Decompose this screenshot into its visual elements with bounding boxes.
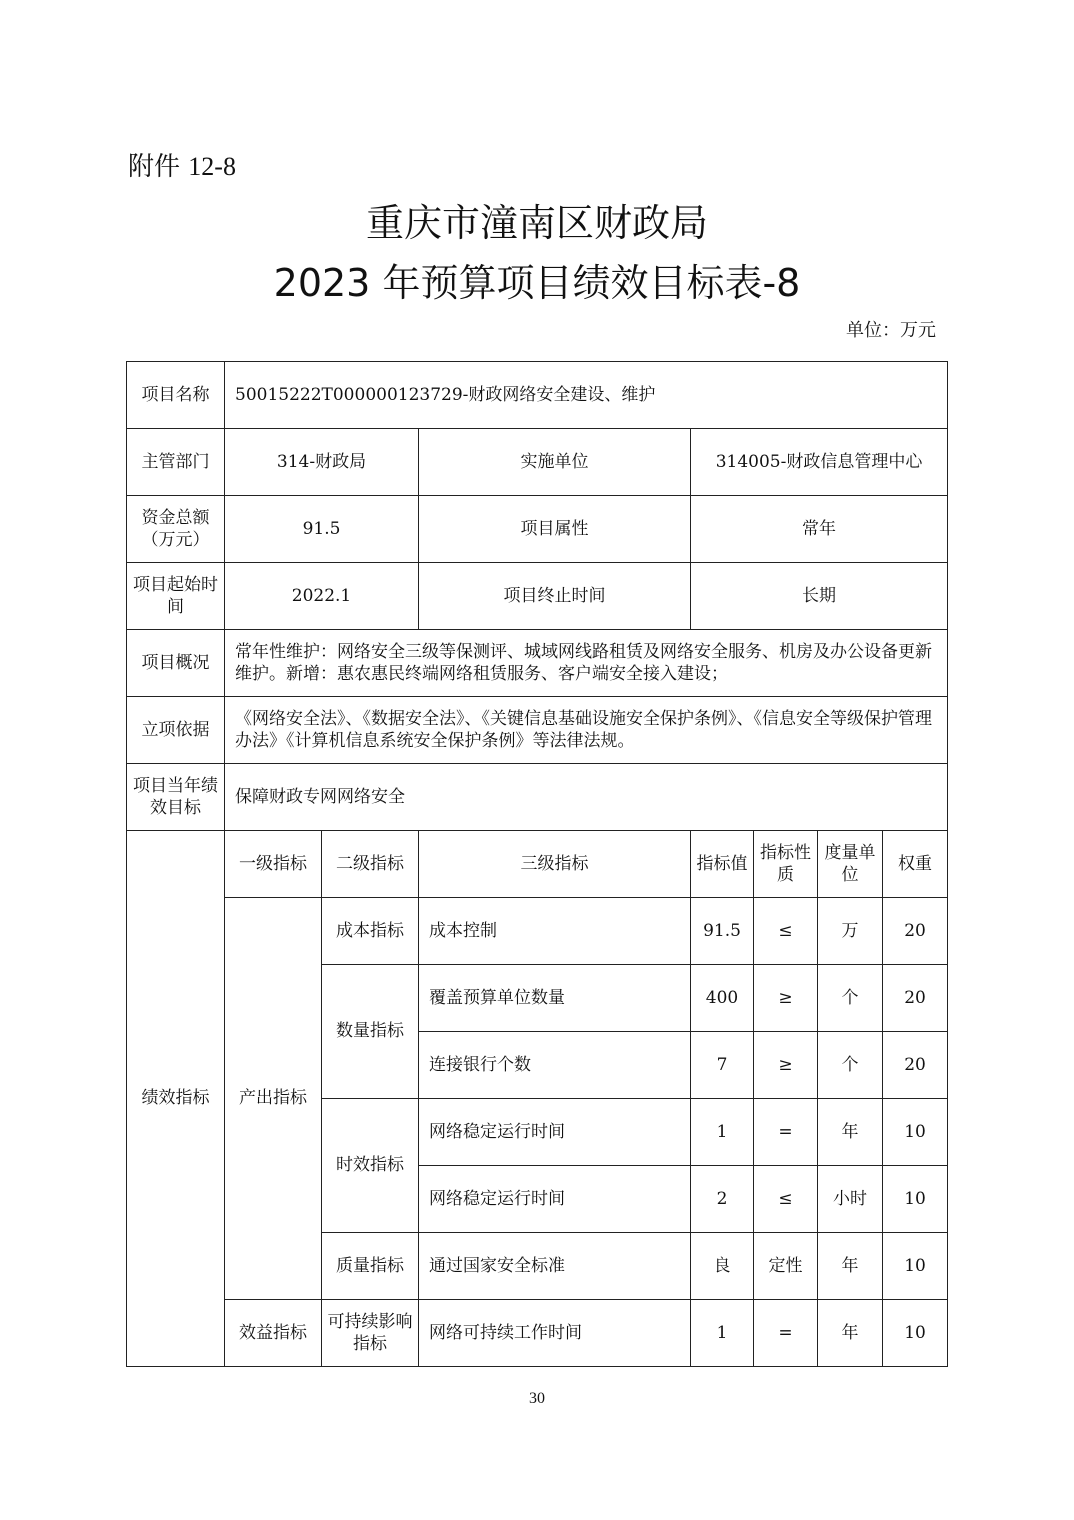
indicator-unit: 万: [818, 898, 883, 965]
overview-label: 项目概况: [127, 630, 225, 697]
indicator-value: 7: [691, 1032, 754, 1099]
indicator-value: 良: [691, 1233, 754, 1300]
indicator-name: 网络稳定运行时间: [419, 1099, 691, 1166]
start-value: 2022.1: [225, 563, 419, 630]
indicator-nature: ≥: [754, 965, 818, 1032]
page-number: 30: [529, 1390, 545, 1407]
table-row: [127, 1300, 948, 1367]
indicator-unit: 年: [818, 1099, 883, 1166]
column-header: 指标性质: [754, 831, 818, 898]
overview-value: 常年性维护：网络安全三级等保测评、城域网线路租赁及网络安全服务、机房及办公设备更新维护。新增：惠农惠民终端网络租赁服务、客户端安全接入建设；: [225, 630, 948, 697]
indicator-unit: 小时: [818, 1166, 883, 1233]
start-label: 项目起始时间: [127, 563, 225, 630]
perf-section-label: 绩效指标: [127, 831, 225, 1367]
project-name-label: 项目名称: [127, 362, 225, 429]
end-value: 长期: [691, 563, 948, 630]
table-row: [127, 563, 948, 630]
indicator-nature: ≤: [754, 1166, 818, 1233]
indicator-weight: 20: [883, 898, 948, 965]
indicator-nature: =: [754, 1099, 818, 1166]
dept-label: 主管部门: [127, 429, 225, 496]
indicator-value: 2: [691, 1166, 754, 1233]
benefit-indicator-label: 效益指标: [225, 1300, 322, 1367]
table-row: [127, 697, 948, 764]
dept-value: 314-财政局: [225, 429, 419, 496]
quality-indicator-label: 质量指标: [322, 1233, 419, 1300]
indicator-name: 覆盖预算单位数量: [419, 965, 691, 1032]
table-row: [127, 496, 948, 563]
indicator-weight: 10: [883, 1233, 948, 1300]
end-label: 项目终止时间: [419, 563, 691, 630]
annex-number: 12-8: [188, 152, 236, 181]
indicator-unit: 个: [818, 1032, 883, 1099]
project-name-value: 50015222T000000123729-财政网络安全建设、维护: [225, 362, 948, 429]
indicator-name: 网络可持续工作时间: [419, 1300, 691, 1367]
attr-label: 项目属性: [419, 496, 691, 563]
indicator-weight: 20: [883, 965, 948, 1032]
indicator-unit: 年: [818, 1300, 883, 1367]
column-header: 二级指标: [322, 831, 419, 898]
table-row: [127, 362, 948, 429]
impl-value: 314005-财政信息管理中心: [691, 429, 948, 496]
indicator-value: 400: [691, 965, 754, 1032]
cost-indicator-label: 成本指标: [322, 898, 419, 965]
indicator-nature: 定性: [754, 1233, 818, 1300]
column-header: 一级指标: [225, 831, 322, 898]
indicator-weight: 10: [883, 1099, 948, 1166]
timeliness-indicator-label: 时效指标: [322, 1099, 419, 1233]
indicator-name: 连接银行个数: [419, 1032, 691, 1099]
attr-value: 常年: [691, 496, 948, 563]
funds-value: 91.5: [225, 496, 419, 563]
table-header-row: [127, 831, 948, 898]
indicator-unit: 年: [818, 1233, 883, 1300]
goal-label: 项目当年绩效目标: [127, 764, 225, 831]
table-row: [127, 764, 948, 831]
column-header: 度量单位: [818, 831, 883, 898]
indicator-nature: ≤: [754, 898, 818, 965]
column-header: 三级指标: [419, 831, 691, 898]
indicator-nature: ≥: [754, 1032, 818, 1099]
table-row: [127, 898, 948, 965]
goal-value: 保障财政专网网络安全: [225, 764, 948, 831]
indicator-weight: 20: [883, 1032, 948, 1099]
basis-label: 立项依据: [127, 697, 225, 764]
table-row: [127, 429, 948, 496]
column-header: 权重: [883, 831, 948, 898]
column-header: 指标值: [691, 831, 754, 898]
indicator-value: 1: [691, 1300, 754, 1367]
output-indicator-label: 产出指标: [225, 898, 322, 1300]
unit-label: 单位：万元: [846, 320, 936, 341]
indicator-value: 1: [691, 1099, 754, 1166]
indicator-name: 网络稳定运行时间: [419, 1166, 691, 1233]
performance-table: [126, 361, 948, 1367]
indicator-weight: 10: [883, 1300, 948, 1367]
indicator-weight: 10: [883, 1166, 948, 1233]
quantity-indicator-label: 数量指标: [322, 965, 419, 1099]
funds-label: 资金总额（万元）: [127, 496, 225, 563]
indicator-unit: 个: [818, 965, 883, 1032]
indicator-nature: =: [754, 1300, 818, 1367]
basis-value: 《网络安全法》、《数据安全法》、《关键信息基础设施安全保护条例》、《信息安全等级保护管理办法》《计算机信息系统安全保护条例》等法律法规。: [225, 697, 948, 764]
indicator-name: 通过国家安全标准: [419, 1233, 691, 1300]
impl-label: 实施单位: [419, 429, 691, 496]
sustain-indicator-label: 可持续影响指标: [322, 1300, 419, 1367]
annex-prefix: 附件: [128, 152, 181, 182]
indicator-value: 91.5: [691, 898, 754, 965]
table-row: [127, 630, 948, 697]
indicator-name: 成本控制: [419, 898, 691, 965]
page-subtitle: 2023 年预算项目绩效目标表-8: [273, 261, 801, 305]
annex-label: [128, 146, 236, 183]
page-title: 重庆市潼南区财政局: [365, 201, 708, 245]
